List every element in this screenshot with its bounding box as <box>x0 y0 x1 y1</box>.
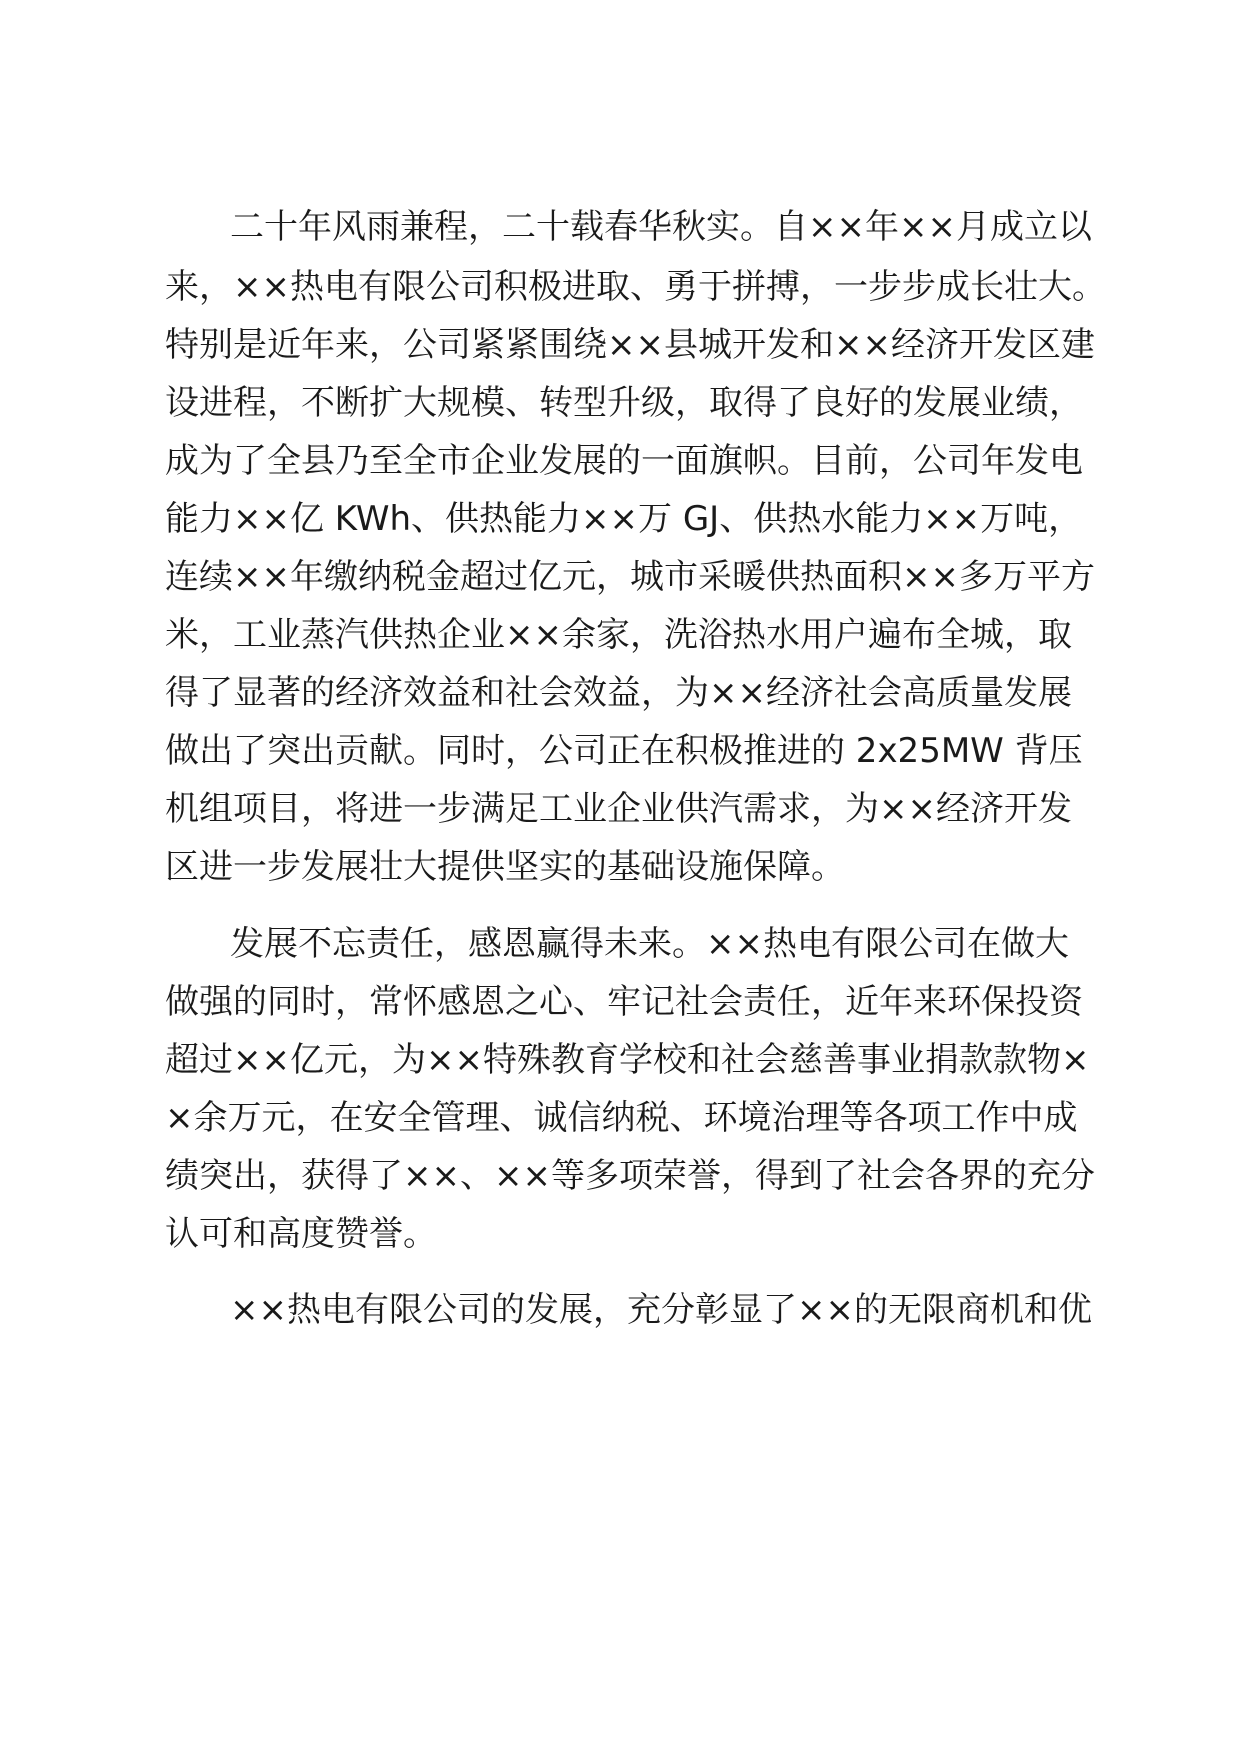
paragraph-1-line-2: 来，××热电有限公司积极进取、勇于拼搏，一步步成长壮大。 <box>165 267 1106 307</box>
paragraph-1-line-4: 设进程，不断扩大规模、转型升级，取得了良好的发展业绩， <box>165 383 1083 423</box>
paragraph-1-line-9: 得了显著的经济效益和社会效益，为××经济社会高质量发展 <box>165 673 1072 713</box>
paragraph-1-line-3: 特别是近年来，公司紧紧围绕××县城开发和××经济开发区建 <box>165 325 1095 365</box>
paragraph-1-line-8: 米，工业蒸汽供热企业××余家，洗浴热水用户遍布全城，取 <box>165 615 1072 655</box>
paragraph-3-line-1: ××热电有限公司的发展，充分彰显了××的无限商机和优 <box>230 1290 1092 1330</box>
paragraph-2-line-1: 发展不忘责任，感恩赢得未来。××热电有限公司在做大 <box>230 924 1069 964</box>
paragraph-2-line-5: 绩突出，获得了××、××等多项荣誉，得到了社会各界的充分 <box>165 1156 1095 1196</box>
paragraph-2-line-3: 超过××亿元，为××特殊教育学校和社会慈善事业捐款款物× <box>165 1040 1090 1080</box>
paragraph-1-line-1: 二十年风雨兼程，二十载春华秋实。自××年××月成立以 <box>230 207 1092 247</box>
paragraph-2-line-2: 做强的同时，常怀感恩之心、牢记社会责任，近年来环保投资 <box>165 982 1083 1022</box>
paragraph-1-line-7: 连续××年缴纳税金超过亿元，城市采暖供热面积××多万平方 <box>165 557 1095 597</box>
paragraph-1-line-11: 机组项目，将进一步满足工业企业供汽需求，为××经济开发 <box>165 789 1072 829</box>
paragraph-1-line-12: 区进一步发展壮大提供坚实的基础设施保障。 <box>165 847 845 887</box>
paragraph-2-line-4: ×余万元，在安全管理、诚信纳税、环境治理等各项工作中成 <box>165 1098 1078 1138</box>
paragraph-2-line-6: 认可和高度赞誉。 <box>165 1214 437 1254</box>
paragraph-1-line-5: 成为了全县乃至全市企业发展的一面旗帜。目前，公司年发电 <box>165 441 1083 481</box>
paragraph-1-line-6: 能力××亿 KWh、供热能力××万 GJ、供热水能力××万吨， <box>165 499 1083 539</box>
paragraph-1-line-10: 做出了突出贡献。同时，公司正在积极推进的 2x25MW 背压 <box>165 731 1083 771</box>
